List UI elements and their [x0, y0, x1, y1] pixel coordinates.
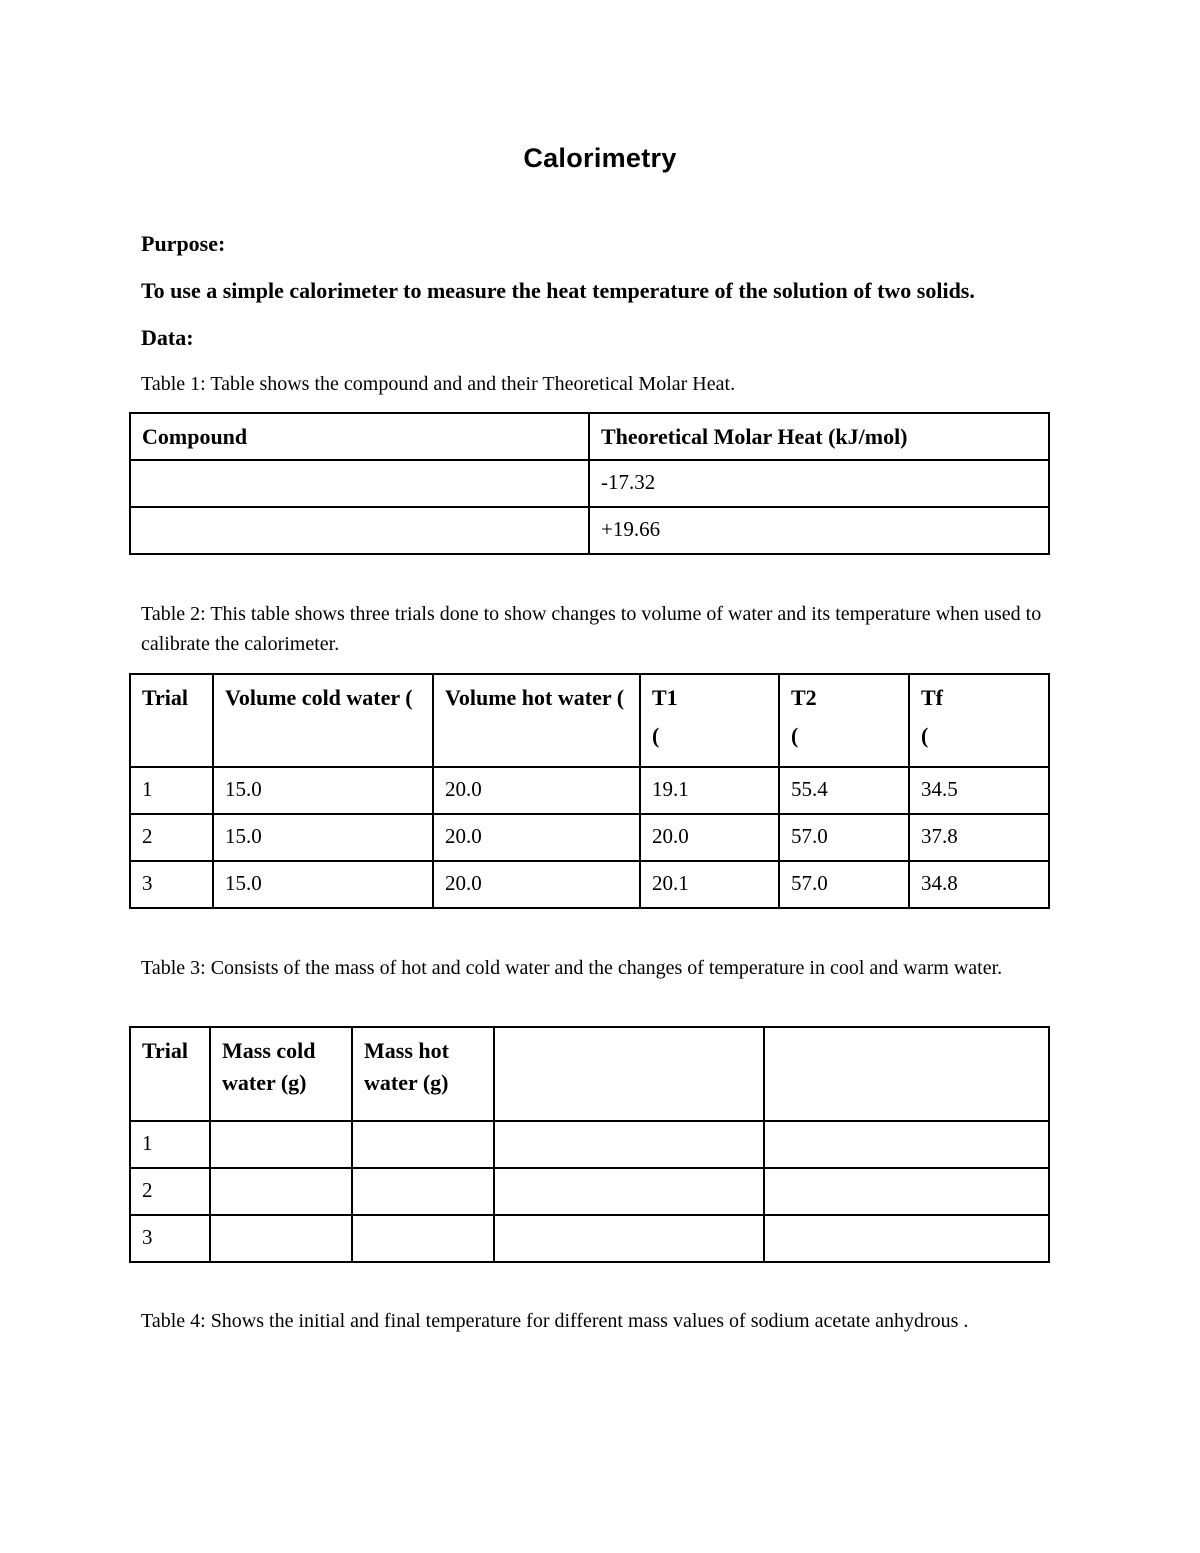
table-row	[130, 507, 1049, 554]
table-cell: 37.8	[909, 814, 1049, 861]
table-header-cell	[494, 1027, 764, 1121]
table1	[129, 412, 1050, 555]
table-cell	[494, 1121, 764, 1168]
table-cell: +19.66	[589, 507, 1049, 554]
table-header-cell: Theoretical Molar Heat (kJ/mol)	[589, 413, 1049, 460]
table-cell: 57.0	[779, 861, 909, 908]
table-row	[130, 861, 1049, 908]
table-cell: 2	[130, 814, 213, 861]
table-cell	[210, 1168, 352, 1215]
unit-paren: (	[652, 723, 660, 748]
page-title: Calorimetry	[523, 143, 677, 173]
table-cell: 15.0	[213, 861, 433, 908]
table-row	[130, 460, 1049, 507]
table-cell: 20.0	[640, 814, 779, 861]
table-cell: 2	[130, 1168, 210, 1215]
table-cell	[210, 1215, 352, 1262]
purpose-heading: Purpose:	[141, 231, 226, 256]
table-header-cell: Mass hot water (g)	[352, 1027, 494, 1121]
table-cell: 15.0	[213, 767, 433, 814]
table-cell	[130, 460, 589, 507]
table4-caption: Table 4: Shows the initial and final temperature for different mass values of sodium acetate anhydrous .	[141, 1310, 969, 1332]
table-cell	[130, 507, 589, 554]
purpose-text: To use a simple calorimeter to measure the heat temperature of the solution of two solids.	[141, 278, 975, 303]
table-header-cell	[909, 674, 1049, 767]
table-header-cell	[764, 1027, 1049, 1121]
table-header-cell	[779, 674, 909, 767]
table-header-cell: Volume cold water (	[213, 674, 433, 767]
table-row	[130, 814, 1049, 861]
table-cell: 1	[130, 1121, 210, 1168]
table-cell: -17.32	[589, 460, 1049, 507]
table-header-cell: Mass cold water (g)	[210, 1027, 352, 1121]
table-cell	[764, 1215, 1049, 1262]
table2-caption: Table 2: This table shows three trials done to show changes to volume of water and its temperature when used to calibrate the calorimeter.	[141, 603, 1042, 655]
table3	[129, 1026, 1050, 1263]
table-cell: 20.0	[433, 767, 640, 814]
table-header-cell: Trial	[130, 674, 213, 767]
table-cell: 34.5	[909, 767, 1049, 814]
table-cell	[494, 1168, 764, 1215]
header-label: T1	[652, 685, 678, 710]
table-header-row	[130, 674, 1049, 767]
table-row	[130, 767, 1049, 814]
table-cell: 1	[130, 767, 213, 814]
table-header-cell: Volume hot water (	[433, 674, 640, 767]
table-header-row	[130, 413, 1049, 460]
table-cell	[494, 1215, 764, 1262]
table-cell	[764, 1168, 1049, 1215]
header-label: Tf	[921, 685, 943, 710]
unit-paren: (	[921, 723, 929, 748]
table-cell	[764, 1121, 1049, 1168]
table-cell: 3	[130, 1215, 210, 1262]
table2	[129, 673, 1050, 909]
table-cell: 20.0	[433, 861, 640, 908]
table-cell: 55.4	[779, 767, 909, 814]
table-header-cell	[640, 674, 779, 767]
table-header-cell: Trial	[130, 1027, 210, 1121]
table-cell	[352, 1215, 494, 1262]
table-cell: 19.1	[640, 767, 779, 814]
table-cell: 3	[130, 861, 213, 908]
table-row	[130, 1168, 1049, 1215]
table-cell: 20.0	[433, 814, 640, 861]
table3-caption: Table 3: Consists of the mass of hot and cold water and the changes of temperature in cool and warm water.	[141, 957, 1003, 979]
table-header-cell: Compound	[130, 413, 589, 460]
header-label: T2	[791, 685, 817, 710]
table-cell	[352, 1168, 494, 1215]
table-cell: 15.0	[213, 814, 433, 861]
table-cell	[352, 1121, 494, 1168]
table1-caption: Table 1: Table shows the compound and and their Theoretical Molar Heat.	[141, 373, 736, 395]
unit-paren: (	[791, 723, 799, 748]
table-cell: 57.0	[779, 814, 909, 861]
table-cell: 20.1	[640, 861, 779, 908]
table-header-row	[130, 1027, 1049, 1121]
table-cell: 34.8	[909, 861, 1049, 908]
table-row	[130, 1215, 1049, 1262]
table-row	[130, 1121, 1049, 1168]
data-heading: Data:	[141, 325, 194, 350]
table-cell	[210, 1121, 352, 1168]
